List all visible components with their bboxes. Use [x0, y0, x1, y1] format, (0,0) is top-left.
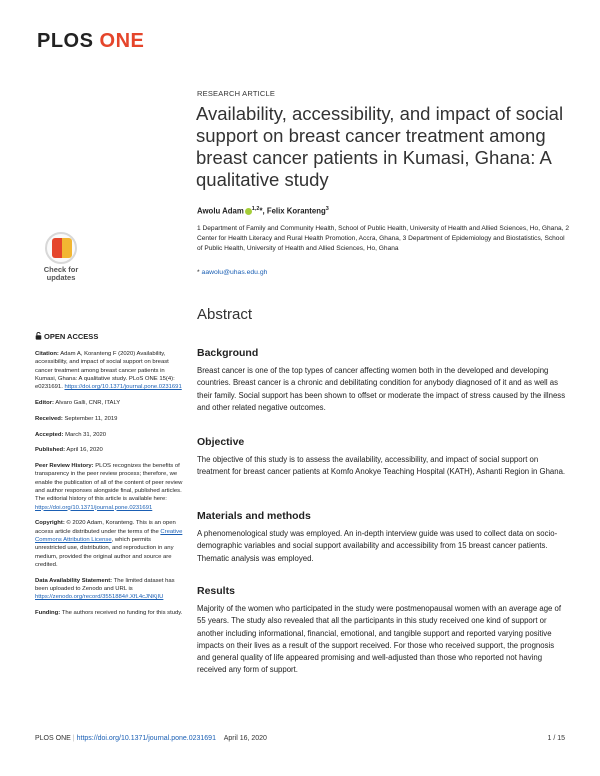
open-access-text: OPEN ACCESS [44, 332, 99, 341]
background-section [197, 347, 569, 414]
results-text: Majority of the women who participated in the study were postmenopausal women with an average age of 55 years. The study also revealed that all the participants in this study received one kind of support or another including informational, financial, emotional, and tangible support and reported varying positive impacts on their lives as a result of the support received. For those who received support, the prognosis and general quality of life appeared promising and well-adjusted than those who reported not having received any form of support. [197, 604, 562, 675]
copyright-text-end: , which permits unrestricted use, distribution, and reproduction in any medium, provided the original author and source are credited. [35, 537, 174, 568]
accepted-text: March 31, 2020 [63, 431, 107, 438]
check-updates-label [34, 266, 88, 282]
check-updates-line2: updates [46, 273, 76, 282]
corresponding-email [197, 269, 267, 276]
footer-journal: PLOS ONE [35, 735, 71, 742]
citation-label: Citation: [35, 351, 59, 357]
email-asterisk: * [197, 269, 202, 276]
article-type: RESEARCH ARTICLE [197, 89, 276, 98]
license-link[interactable]: Creative Commons Attribution License [35, 528, 183, 544]
editor-block [35, 399, 183, 407]
peer-review-text: PLOS recognizes the benefits of transparency in the peer review process; therefore, we enable the publication of all of the content of peer review and author responses alongside final, published articles. The editorial history of this article is available here: [35, 463, 183, 503]
data-availability-text: The limited dataset has been uploaded to Zenodo and URL is [35, 577, 175, 593]
objective-section [197, 436, 569, 479]
peer-review-link[interactable]: https://doi.org/10.1371/journal.pone.0231691 [35, 504, 153, 511]
article-title: Availability, accessibility, and impact of social support on breast cancer treatment among breast cancer patients in Kumasi, Ghana: A qualitative study [196, 103, 564, 190]
author-list [197, 206, 329, 216]
copyright-text: © 2020 Adam, Koranteng. This is an open access article distributed under the terms of the [35, 520, 176, 535]
citation-text: Adam A, Koranteng F (2020) Availability, accessibility, and impact of social support on breast cancer treatment among breast cancer patients in Kumasi, Ghana: A qualitative study. PLoS ONE 15(4): e0231691. [35, 351, 175, 391]
abstract-heading: Abstract [197, 306, 253, 323]
data-availability-link[interactable]: https://zenodo.org/record/3551884#.XfL4cJNKjIU [35, 594, 164, 601]
editor-text: Alvaro Galli, CNR, ITALY [53, 399, 121, 406]
results-heading: Results [197, 585, 235, 597]
affiliations: 1 Department of Family and Community Health, School of Public Health, University of Health and Allied Sciences, Ho, Ghana, 2 Center for Health Literacy and Rural Health Promotion, Accra, Ghana, 3 Department of Epidemiology and Biostatistics, School of Public Health, University of Health and Allied Sciences, Ho, Ghana [197, 225, 569, 252]
logo-plos-text: PLOS [37, 30, 94, 52]
peer-review-block [35, 462, 183, 512]
results-section [197, 585, 569, 677]
author-name[interactable]: Felix Koranteng [266, 206, 326, 216]
peer-review-label: Peer Review History: [35, 463, 94, 470]
crossmark-icon [45, 232, 77, 264]
page-number: 1 / 15 [547, 735, 565, 742]
received-block [35, 415, 183, 423]
accepted-block [35, 431, 183, 439]
footer-date: April 16, 2020 [223, 735, 267, 742]
article-info-sidebar [35, 350, 183, 625]
check-for-updates-badge[interactable] [34, 232, 88, 286]
citation-block [35, 350, 183, 391]
funding-text: The authors received no funding for this study. [60, 610, 183, 617]
funding-label: Funding: [35, 610, 61, 617]
page-footer [35, 735, 565, 742]
received-text: September 11, 2019 [62, 415, 118, 422]
email-link[interactable]: aawolu@uhas.edu.gh [201, 269, 268, 276]
footer-separator: | [72, 735, 75, 742]
check-updates-line1: Check for [43, 265, 79, 274]
background-heading: Background [197, 347, 259, 359]
open-lock-icon [35, 332, 42, 340]
received-label: Received: [35, 415, 63, 422]
copyright-label: Copyright: [35, 520, 65, 527]
data-availability-block [35, 577, 183, 602]
funding-block [35, 609, 183, 617]
footer-doi-link[interactable]: https://doi.org/10.1371/journal.pone.0231691 [76, 735, 216, 742]
objective-heading: Objective [197, 436, 245, 448]
objective-text: The objective of this study is to assess the availability, accessibility, and impact of social support on treatment for breast cancer patients at Komfo Anokye Teaching Hospital (KATH), Ashanti Region in Ghana. [197, 455, 566, 477]
background-text: Breast cancer is one of the top types of cancer affecting women both in the developed and developing countries. Breast cancer is a chronic and debilitating condition for anybody diagnosed of it and as well as their family. Social support has been shown to offset or moderate the impact of stress caused by the illness and other related negative outcomes. [197, 366, 566, 412]
open-access-label [35, 332, 98, 341]
orcid-icon[interactable] [245, 208, 252, 215]
copyright-block [35, 519, 183, 569]
logo-one-text: ONE [99, 30, 145, 52]
author-name[interactable]: Awolu Adam [197, 206, 244, 216]
journal-logo[interactable] [37, 30, 144, 53]
published-label: Published: [35, 447, 66, 454]
accepted-label: Accepted: [35, 431, 64, 438]
author-affiliation-sup: 3 [325, 206, 329, 212]
data-availability-label: Data Availability Statement: [35, 577, 113, 584]
author-separator: *, [259, 206, 267, 216]
methods-text: A phenomenological study was employed. An in-depth interview guide was used to collect data on socio-demographic variables and social support availability and accessibility from 15 breast cancer patients. Thematic analysis was employed. [197, 529, 558, 563]
published-block [35, 446, 183, 454]
published-text: April 16, 2020 [65, 447, 103, 454]
methods-section [197, 510, 569, 565]
citation-doi-link[interactable]: https://doi.org/10.1371/journal.pone.0231691 [64, 384, 182, 391]
methods-heading: Materials and methods [197, 510, 311, 522]
editor-label: Editor: [35, 399, 54, 406]
author-affiliation-sup: 1,2 [251, 206, 260, 212]
